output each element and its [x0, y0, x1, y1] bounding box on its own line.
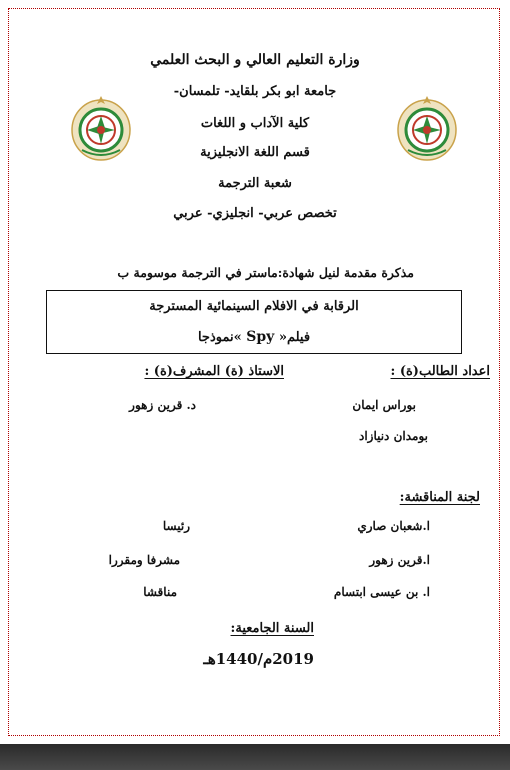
ministry-name: وزارة التعليم العالي و البحث العلمي [150, 52, 360, 68]
committee-member-1-role: رئيسا [162, 519, 190, 533]
thesis-title-suffix: »نموذجا [197, 330, 242, 345]
academic-year-value: 2019م/1440هـ [203, 650, 314, 668]
branch-name: شعبة الترجمة [218, 176, 292, 191]
film-name: Spy [246, 329, 275, 345]
bottom-strip [0, 744, 510, 770]
thesis-title-line1: الرقابة في الافلام السينمائية المسترجة [149, 299, 359, 314]
department-name: قسم اللغة الانجليزية [200, 145, 310, 160]
committee-member-1-name: ا.شعبان صاري [357, 519, 430, 533]
thesis-title-box [46, 290, 462, 354]
committee-member-2-role: مشرفا ومقررا [108, 553, 180, 567]
supervisor-name: د. قرين زهور [129, 398, 196, 412]
thesis-title-line2 [47, 329, 461, 345]
committee-member-2-name: ا.قرين زهور [369, 553, 430, 567]
thesis-title-prefix: فيلم« [278, 330, 311, 345]
specialty-name: تخصص عربي- انجليزي- عربي [173, 206, 337, 221]
committee-member-3-name: ا. بن عيسى ابتسام [333, 585, 430, 599]
student-name-2: بومدان دنيازاد [358, 429, 428, 443]
students-label: اعداد الطالب(ة) : [390, 364, 490, 379]
faculty-name: كلية الآداب و اللغات [200, 116, 310, 131]
university-name: جامعة ابو بكر بلقايد- تلمسان- [173, 84, 337, 99]
supervisor-label: الاستاذ (ة) المشرف(ة) : [144, 364, 284, 379]
committee-label: لجنة المناقشة: [399, 490, 480, 505]
academic-year-label: السنة الجامعية: [230, 621, 314, 636]
committee-member-3-role: مناقشا [143, 585, 177, 599]
memo-intro: مذكرة مقدمة لنيل شهادة:ماستر في الترجمة موسومة ب [117, 265, 414, 280]
student-name-1: بوراس ايمان [352, 398, 416, 412]
